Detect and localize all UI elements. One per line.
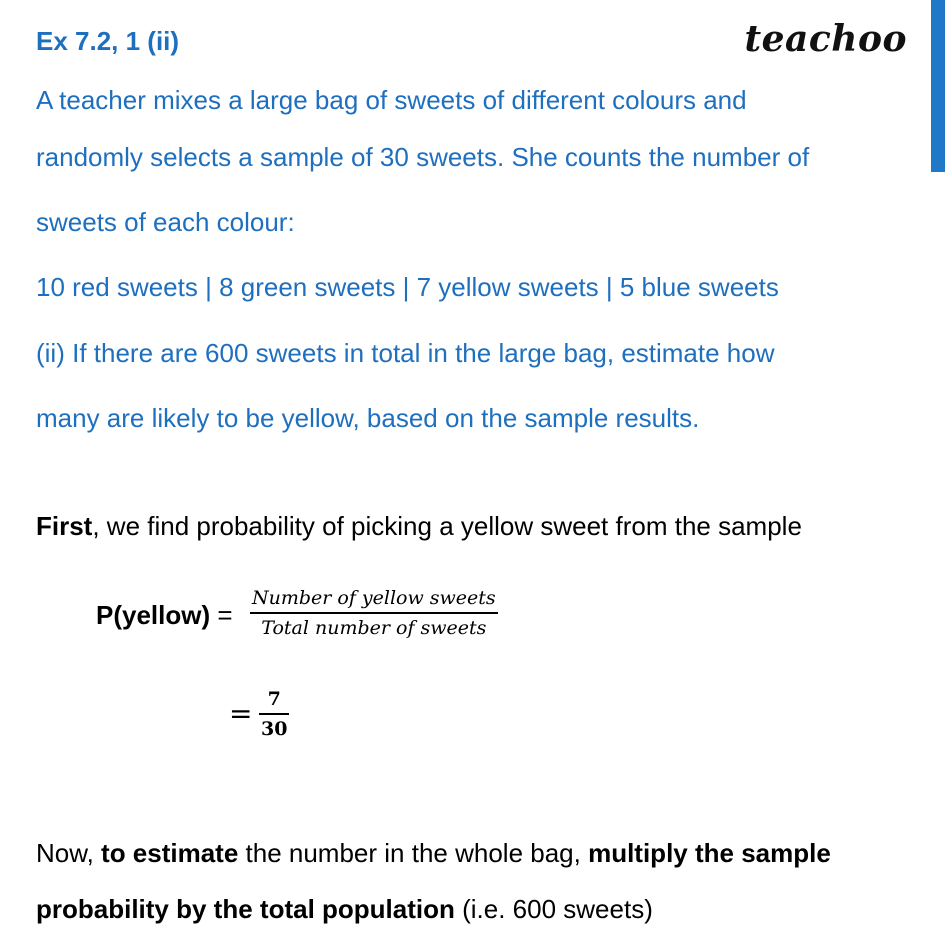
question-line-5: (ii) If there are 600 sweets in total in the large bag, estimate how bbox=[36, 338, 775, 368]
formula-numerator: Number of yellow sweets bbox=[252, 587, 496, 609]
ie-600: (i.e. 600 sweets) bbox=[454, 894, 653, 924]
first-rest: , we find probability of picking a yellow sweet from the sample bbox=[92, 511, 802, 541]
probability-formula-fraction bbox=[250, 587, 498, 639]
estimate-line-2 bbox=[36, 894, 653, 925]
result-numerator: 7 bbox=[267, 688, 281, 710]
teachoo-logo: teachoo bbox=[744, 18, 907, 60]
question-line-3: sweets of each colour: bbox=[36, 207, 295, 237]
result-fraction bbox=[259, 688, 289, 740]
side-accent-bar bbox=[931, 0, 945, 172]
first-bold: First bbox=[36, 511, 93, 541]
question-line-2: randomly selects a sample of 30 sweets. She counts the number of bbox=[36, 142, 810, 172]
multiply-sample: multiply the sample bbox=[588, 838, 831, 868]
equals-sign: = bbox=[229, 697, 253, 730]
side-scroll-strip bbox=[931, 0, 945, 945]
question-line-1: A teacher mixes a large bag of sweets of different colours and bbox=[36, 85, 747, 115]
question-line-6: many are likely to be yellow, based on the sample results. bbox=[36, 403, 700, 433]
first-step-line bbox=[36, 511, 802, 542]
p-equals: = bbox=[210, 600, 233, 630]
formula-denominator: Total number of sweets bbox=[261, 616, 487, 639]
now-mid: the number in the whole bag, bbox=[238, 838, 589, 868]
p-yellow: P(yellow) bbox=[96, 600, 211, 630]
to-estimate: to estimate bbox=[101, 838, 239, 868]
estimate-line-1 bbox=[36, 838, 831, 869]
exercise-heading: Ex 7.2, 1 (ii) bbox=[36, 26, 180, 56]
probability-total: probability by the total population bbox=[36, 894, 455, 924]
question-line-4: 10 red sweets | 8 green sweets | 7 yellow sweets | 5 blue sweets bbox=[36, 272, 779, 302]
result-denominator: 30 bbox=[261, 717, 288, 740]
now-text: Now, bbox=[36, 838, 102, 868]
probability-label bbox=[96, 600, 233, 631]
